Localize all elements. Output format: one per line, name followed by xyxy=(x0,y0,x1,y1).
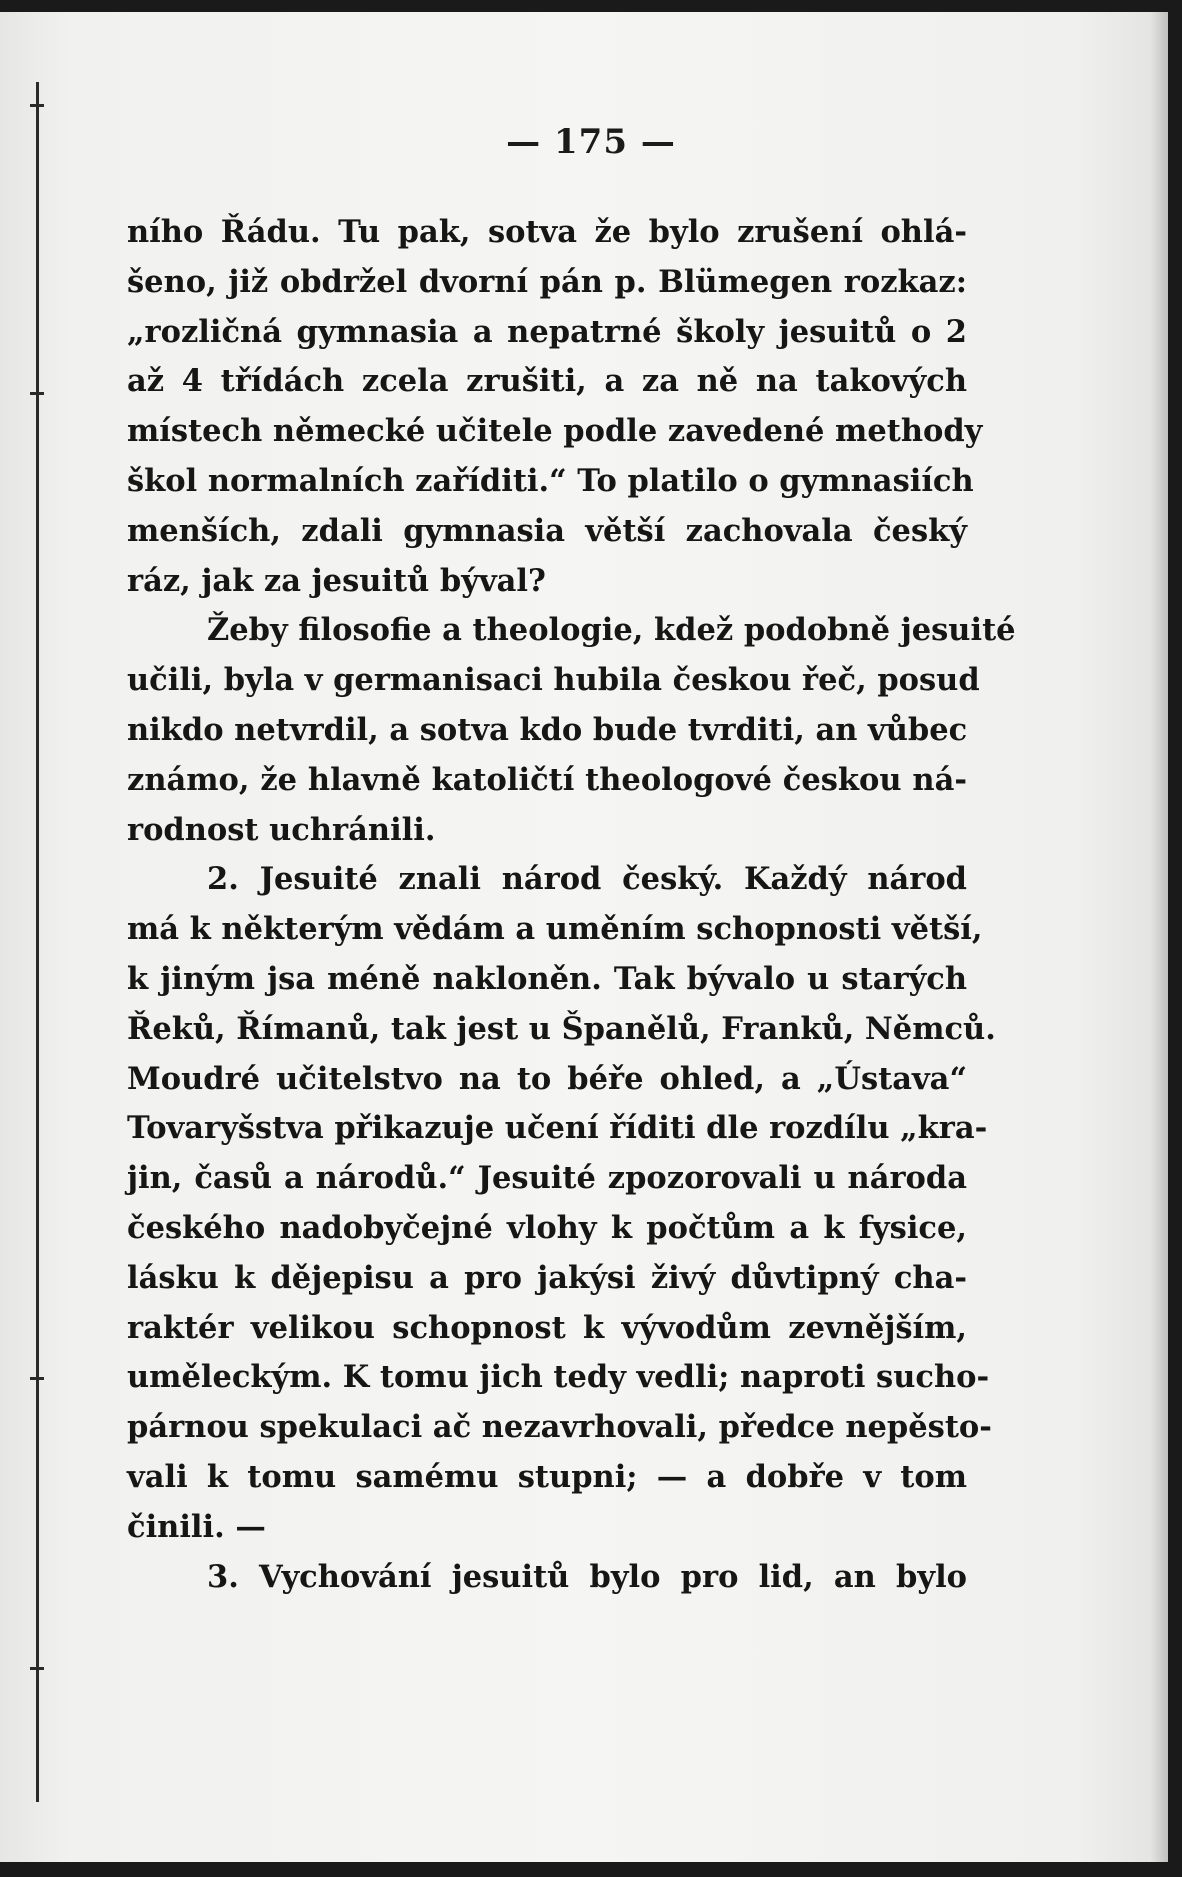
text-line: škol normalních zaříditi.“ To platilo o gymnasiích xyxy=(127,462,974,499)
binding-mark xyxy=(30,1667,44,1670)
text-line: známo, že hlavně katoličtí theologové českou ná- xyxy=(127,761,967,798)
text-line: až 4 třídách zcela zrušiti, a za ně na takových xyxy=(127,363,967,400)
text-line: činili. — xyxy=(127,1508,266,1545)
text-line: učili, byla v germanisaci hubila českou řeč, posud xyxy=(127,662,980,699)
text-line: šeno, již obdržel dvorní pán p. Blümegen rozkaz: xyxy=(127,263,967,300)
page-body-text xyxy=(127,208,1016,1602)
text-line: menších, zdali gymnasia větší zachovala český xyxy=(127,512,967,549)
binding-edge xyxy=(36,82,39,1802)
text-line: jin, časů a národů.“ Jesuité zpozorovali u národa xyxy=(127,1160,967,1197)
text-line: raktér velikou schopnost k vývodům zevnějším, xyxy=(127,1309,967,1346)
text-line: ráz, jak za jesuitů býval? xyxy=(127,562,546,599)
text-line: „rozličná gymnasia a nepatrné školy jesuitů o 2 xyxy=(127,313,967,350)
text-line: vali k tomu samému stupni; — a dobře v tom xyxy=(127,1458,967,1495)
text-line: ního Řádu. Tu pak, sotva že bylo zrušení ohlá- xyxy=(127,214,967,250)
text-line: má k některým vědám a uměním schopnosti větší, xyxy=(127,911,983,948)
binding-mark xyxy=(30,392,44,395)
text-line: Řeků, Římanů, tak jest u Španělů, Franků, Němců. xyxy=(127,1010,996,1047)
binding-mark xyxy=(30,104,44,107)
text-line: k jiným jsa méně nakloněn. Tak bývalo u starých xyxy=(127,960,967,997)
text-line: rodnost uchránili. xyxy=(127,811,436,848)
text-line: uměleckým. K tomu jich tedy vedli; naproti sucho- xyxy=(127,1359,990,1396)
text-line: nikdo netvrdil, a sotva kdo bude tvrditi, an vůbec xyxy=(127,711,968,748)
text-line: lásku k dějepisu a pro jakýsi živý důvtipný cha- xyxy=(127,1259,967,1296)
text-line: 3. Vychování jesuitů bylo pro lid, an bylo xyxy=(207,1558,967,1595)
binding-mark xyxy=(30,1377,44,1380)
text-line: 2. Jesuité znali národ český. Každý národ xyxy=(207,861,967,898)
text-line: Moudré učitelstvo na to béře ohled, a „Ústava“ xyxy=(127,1060,967,1097)
text-line: místech německé učitele podle zavedené methody xyxy=(127,413,983,450)
text-line: Tovaryšstva přikazuje učení říditi dle rozdílu „kra- xyxy=(127,1110,988,1147)
text-line: párnou spekulaci ač nezavrhovali, předce nepěsto- xyxy=(127,1409,992,1446)
text-line: českého nadobyčejné vlohy k počtům a k fysice, xyxy=(127,1209,967,1246)
page-edge-shadow xyxy=(1150,12,1168,1862)
text-line: Žeby filosofie a theologie, kdež podobně jesuité xyxy=(207,612,1016,649)
page-number: — 175 — xyxy=(506,122,676,162)
